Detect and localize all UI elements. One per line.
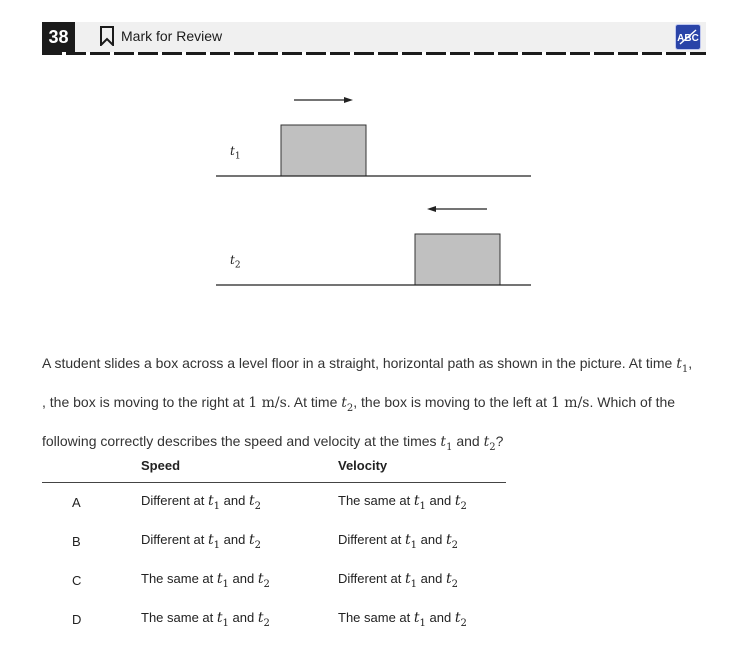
box-motion-figure [0,0,743,320]
choice-speed: The same at $t_1$ and $t_2$ [141,610,270,629]
table-row [42,522,506,561]
answer-choices-table [42,458,506,639]
math-t1: $t_1$ [676,356,689,375]
math-t1: $t_1$ [440,433,453,453]
arrow-left-icon [427,206,487,212]
math-t2: $t_2$ [341,394,354,414]
header-speed: Speed [141,458,338,483]
choice-speed: Different at $t_1$ and $t_2$ [141,532,261,551]
figure-label-t2: $t_2$ [230,253,241,271]
choice-velocity: Different at $t_1$ and $t_2$ [338,571,458,590]
question-number: 38 [42,22,75,52]
choice-letter: B [72,534,81,549]
choice-speed: Different at $t_1$ and $t_2$ [141,493,261,512]
header-velocity: Velocity [338,458,506,483]
figure-label-t1: $t_1$ [230,144,241,162]
choice-letter: D [72,612,82,627]
mark-for-review-label: Mark for Review [121,28,223,44]
choice-velocity: The same at $t_1$ and $t_2$ [338,610,467,629]
box-t2 [415,234,500,285]
speed-value: 1 m/s [550,394,590,411]
header-letter [42,458,141,483]
abc-icon-text: ABC [677,33,699,44]
choice-letter: C [72,573,82,588]
box-t1 [281,125,366,176]
math-t2: $t_2$ [483,433,496,453]
question-prompt: A student slides a box across a level floor in a straight, horizontal path as shown in the picture. At time $t_1$, , the box is moving to the right at 1 m/s. At time $t_2$, the box is moving to the left at 1 m/s. Which of the following correctly describes the speed and velocity at the times $t_1$ and $t_2$? [42,355,693,453]
choice-letter: A [72,495,81,510]
speed-value: 1 m/s [248,394,287,411]
table-header-row [42,458,506,483]
choice-velocity: Different at $t_1$ and $t_2$ [338,532,458,551]
table-row [42,561,506,600]
choice-speed: The same at $t_1$ and $t_2$ [141,571,270,590]
arrow-right-icon [294,97,353,103]
table-row [42,600,506,639]
table-row [42,483,506,523]
choice-velocity: The same at $t_1$ and $t_2$ [338,493,467,512]
